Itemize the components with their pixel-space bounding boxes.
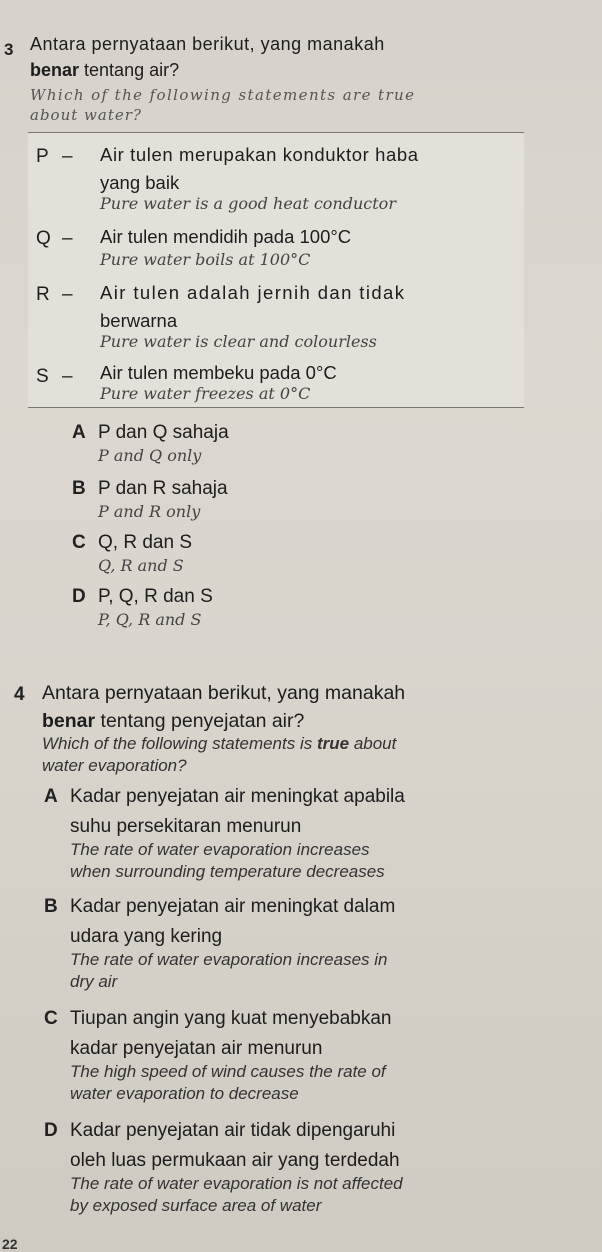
- q3-option-b-en: P and R only: [98, 502, 201, 521]
- page-number: 22: [2, 1236, 18, 1252]
- statement-p-letter: P: [36, 146, 49, 167]
- statement-dash: –: [62, 146, 73, 167]
- q4-option-b-ms-line2: udara yang kering: [70, 926, 223, 947]
- statement-q-en: Pure water boils at 100°C: [100, 250, 311, 269]
- q4-option-d-en-line1: The rate of water evaporation is not affected: [70, 1174, 403, 1193]
- question-4-number: 4: [14, 684, 25, 705]
- q4-option-d-ms-line2: oleh luas permukaan air yang terdedah: [70, 1150, 400, 1171]
- question-3-emphasis: benar: [30, 60, 80, 80]
- question-4-stem-en-line1: Which of the following statements is true about: [42, 734, 397, 753]
- statement-r-en: Pure water is clear and colourless: [100, 332, 377, 351]
- statement-q-letter: Q: [36, 228, 51, 249]
- q4-option-b-en-line2: dry air: [70, 972, 118, 991]
- statement-q-ms-line1: Air tulen mendidih pada 100°C: [100, 226, 352, 247]
- statement-s-en: Pure water freezes at 0°C: [100, 384, 311, 403]
- q4-option-d-en-line2: by exposed surface area of water: [70, 1196, 322, 1215]
- question-3-stem-en-line1: Which of the following statements are true: [30, 86, 416, 104]
- statement-r-ms-line2: berwarna: [100, 310, 178, 331]
- q3-option-d-en: P, Q, R and S: [98, 610, 202, 629]
- q4-option-b-en-line1: The rate of water evaporation increases in: [70, 950, 388, 969]
- statement-s-letter: S: [36, 366, 49, 387]
- q4-option-c-en-line2: water evaporation to decrease: [70, 1084, 299, 1103]
- q3-option-c-en: Q, R and S: [98, 556, 184, 575]
- q4-option-c-ms-line2: kadar penyejatan air menurun: [70, 1038, 323, 1059]
- statement-dash: –: [62, 284, 73, 305]
- statement-p-ms-line2: yang baik: [100, 172, 180, 193]
- q3-option-c[interactable]: C Q, R dan S: [72, 532, 192, 553]
- question-4-stem-en-line2: water evaporation?: [42, 756, 187, 775]
- statement-dash: –: [62, 366, 73, 387]
- q4-option-d[interactable]: D Kadar penyejatan air tidak dipengaruhi: [44, 1120, 396, 1141]
- statement-r-ms-line1: Air tulen adalah jernih dan tidak: [100, 282, 406, 303]
- q3-option-d[interactable]: D P, Q, R dan S: [72, 586, 213, 607]
- q4-option-a-en-line1: The rate of water evaporation increases: [70, 840, 370, 859]
- question-3-number: 3: [4, 40, 14, 59]
- statement-s-ms-line1: Air tulen membeku pada 0°C: [100, 362, 337, 383]
- q3-option-a[interactable]: A P dan Q sahaja: [72, 422, 229, 443]
- statement-p-en: Pure water is a good heat conductor: [100, 194, 396, 213]
- statement-r-letter: R: [36, 284, 50, 305]
- q4-option-c-en-line1: The high speed of wind causes the rate of: [70, 1062, 386, 1081]
- question-4-emphasis: benar: [42, 710, 96, 732]
- q4-option-a[interactable]: A Kadar penyejatan air meningkat apabila: [44, 786, 405, 807]
- question-3-stem-ms-line1: Antara pernyataan berikut, yang manakah: [30, 34, 385, 54]
- q4-option-b[interactable]: B Kadar penyejatan air meningkat dalam: [44, 896, 396, 917]
- q4-option-a-en-line2: when surrounding temperature decreases: [70, 862, 385, 881]
- question-3-stem-ms-line2: benar tentang air?: [30, 60, 180, 80]
- statement-dash: –: [62, 228, 73, 249]
- question-4-stem-ms-line2: benar tentang penyejatan air?: [42, 710, 305, 732]
- question-4-stem-ms-line1: Antara pernyataan berikut, yang manakah: [42, 682, 406, 704]
- q3-option-b[interactable]: B P dan R sahaja: [72, 478, 228, 499]
- statement-p-ms-line1: Air tulen merupakan konduktor haba: [100, 144, 419, 165]
- question-3-stem-en-line2: about water?: [30, 106, 142, 124]
- q4-option-a-ms-line2: suhu persekitaran menurun: [70, 816, 302, 837]
- q3-option-a-en: P and Q only: [98, 446, 202, 465]
- q4-option-c[interactable]: C Tiupan angin yang kuat menyebabkan: [44, 1008, 392, 1029]
